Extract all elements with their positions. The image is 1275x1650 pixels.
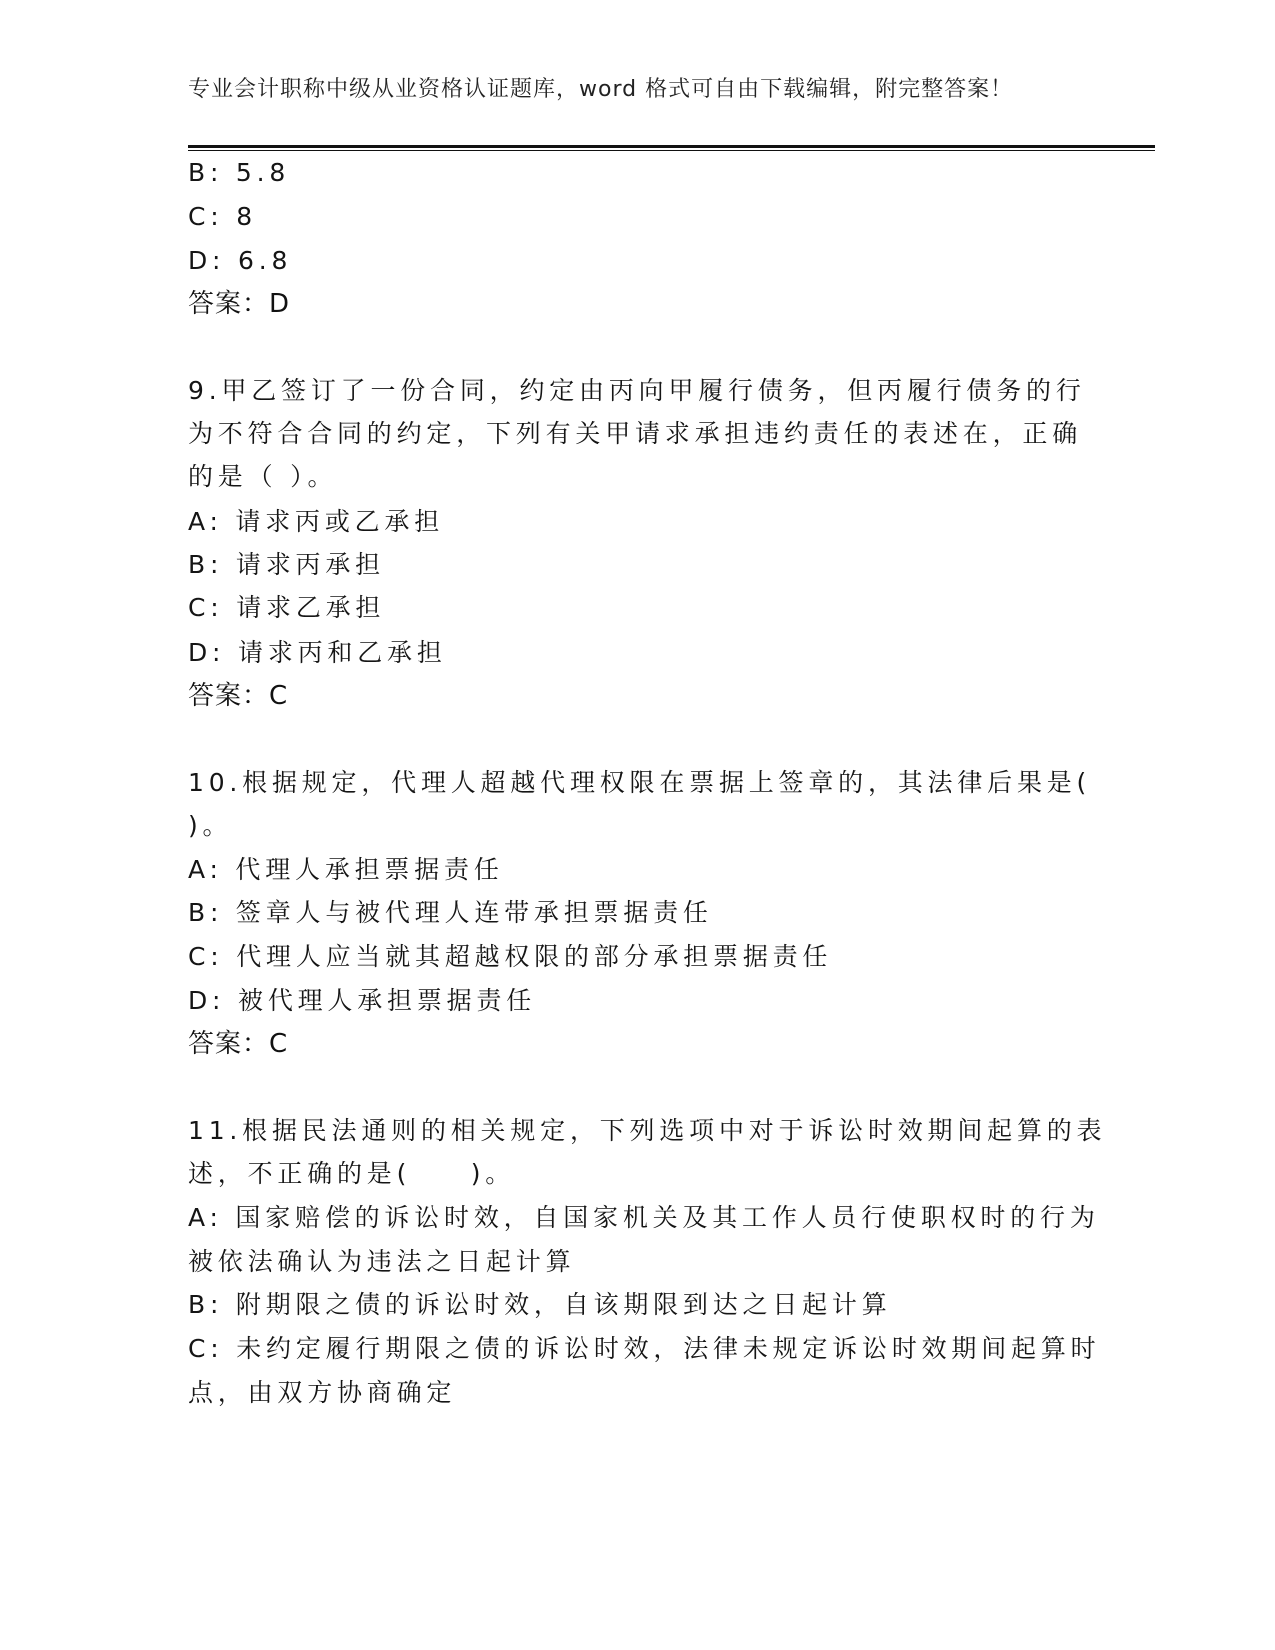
q11-option-a-line-2: 被依法确认为违法之日起计算: [188, 1247, 576, 1276]
q9-option-b: B: 请求丙承担: [188, 550, 385, 579]
q11-option-a-line-1: A: 国家赔偿的诉讼时效，自国家机关及其工作人员行使职权时的行为: [188, 1203, 1100, 1232]
q11-option-c-line-2: 点，由双方协商确定: [188, 1378, 457, 1407]
q8-answer: 答案：D: [188, 289, 291, 319]
q10-option-d: D: 被代理人承担票据责任: [188, 986, 537, 1015]
q9-stem-line-1: 9.甲乙签订了一份合同，约定由丙向甲履行债务，但丙履行债务的行: [188, 376, 1086, 405]
q10-option-b: B: 签章人与被代理人连带承担票据责任: [188, 898, 713, 927]
q10-option-c: C: 代理人应当就其超越权限的部分承担票据责任: [188, 942, 833, 971]
q10-option-a: A: 代理人承担票据责任: [188, 855, 504, 884]
q11-option-b: B: 附期限之债的诉讼时效，自该期限到达之日起计算: [188, 1290, 892, 1319]
page-header: 专业会计职称中级从业资格认证题库，word 格式可自由下载编辑，附完整答案！: [188, 77, 1014, 102]
q11-stem-line-1: 11.根据民法通则的相关规定，下列选项中对于诉讼时效期间起算的表: [188, 1116, 1107, 1145]
q9-answer: 答案：C: [188, 681, 289, 711]
q8-option-b: B: 5.8: [188, 158, 291, 187]
q10-answer: 答案：C: [188, 1029, 289, 1059]
q11-stem-line-2: 述，不正确的是( )。: [188, 1159, 516, 1188]
header-rule-thin: [188, 150, 1155, 151]
q9-stem-line-3: 的是（ ）。: [188, 462, 338, 491]
q9-option-c: C: 请求乙承担: [188, 593, 386, 622]
q9-option-a: A: 请求丙或乙承担: [188, 507, 445, 536]
q9-option-d: D: 请求丙和乙承担: [188, 638, 447, 667]
q9-stem-line-2: 为不符合合同的约定，下列有关甲请求承担违约责任的表述在，正确: [188, 419, 1083, 448]
q11-option-c-line-1: C: 未约定履行期限之债的诉讼时效，法律未规定诉讼时效期间起算时: [188, 1334, 1101, 1363]
q8-option-c: C: 8: [188, 202, 257, 231]
q8-option-d: D: 6.8: [188, 246, 293, 275]
header-rule-thick: [188, 145, 1155, 148]
q10-stem-line-2: )。: [188, 811, 233, 840]
q10-stem-line-1: 10.根据规定，代理人超越代理权限在票据上签章的，其法律后果是(: [188, 768, 1092, 797]
